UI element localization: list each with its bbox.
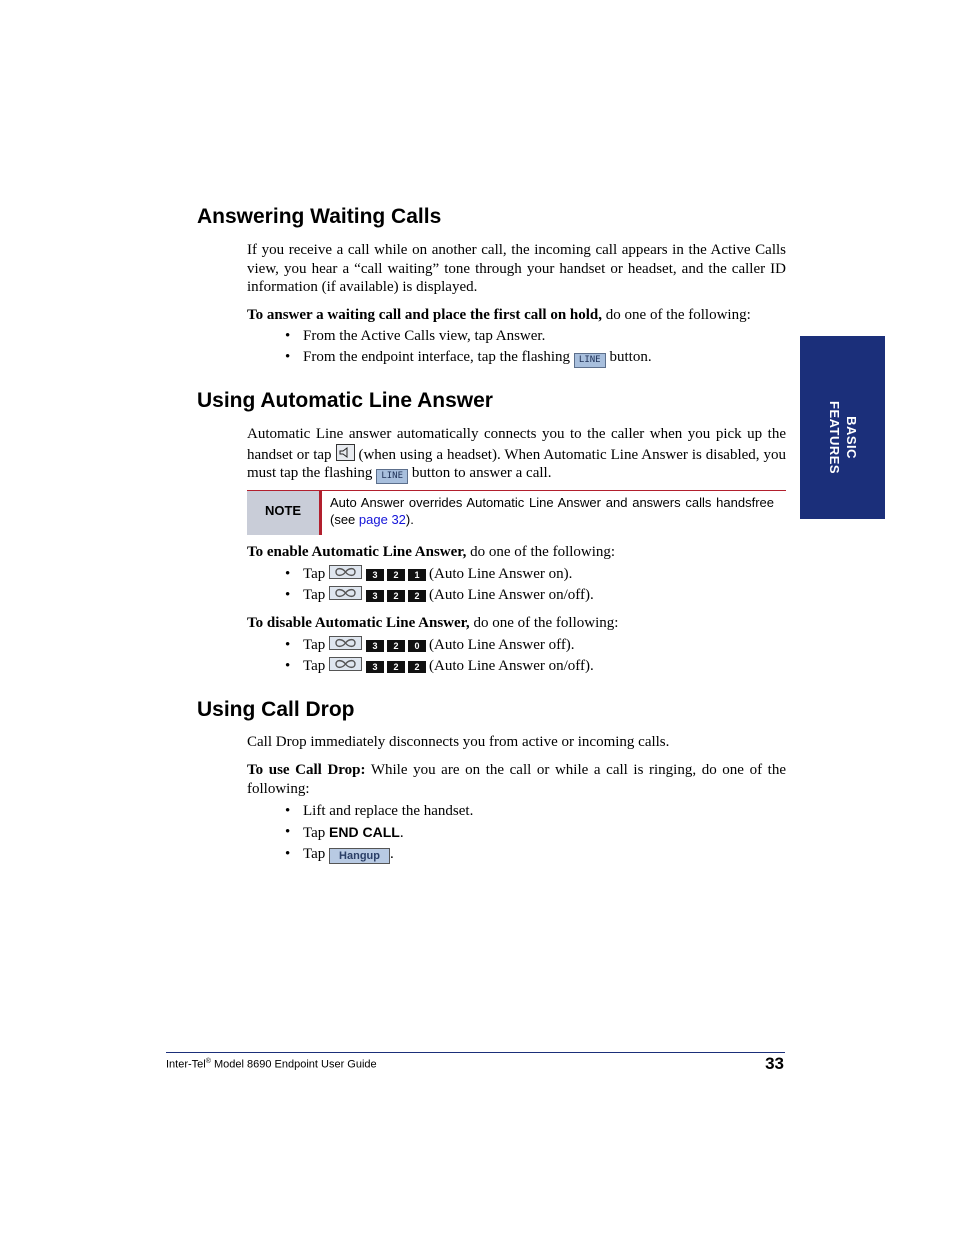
page-number: 33 [765,1054,784,1073]
feature-loop-icon [333,567,358,577]
key-2[interactable]: 2 [387,640,405,652]
bullet-dot: • [285,637,291,653]
drop-lead-rest: While you are on the call or while a call is ringing, do one of the following: [247,762,786,797]
heading-call-drop: Using Call Drop [197,698,355,721]
bullet-dot: • [285,349,291,365]
drop-lead [247,761,786,798]
tap-text: Tap [303,846,330,862]
tap-text: Tap [303,637,326,653]
footer-reg-mark: ® [205,1058,211,1065]
line-button[interactable]: LINE [376,469,408,484]
feature-button[interactable] [329,636,362,650]
disable-lead-bold: To disable Automatic Line Answer, [247,615,470,631]
feature-loop-icon [333,588,358,598]
key-3[interactable]: 3 [366,661,384,673]
bullet-dot: • [285,658,291,674]
feature-button[interactable] [329,586,362,600]
drop-intro: Call Drop immediately disconnects you from active or incoming calls. [247,734,670,750]
hangup-button[interactable]: Hangup [329,848,390,864]
drop-bullets [285,801,473,865]
list-item [285,801,473,822]
note-box [247,490,786,536]
waiting-lead-rest: do one of the following: [602,307,751,323]
note-text [330,494,774,528]
line-button[interactable]: LINE [574,353,606,368]
key-3[interactable]: 3 [366,640,384,652]
list-item [285,585,594,606]
feature-loop-icon [333,659,358,669]
bullet-dot: • [285,846,291,862]
auto-intro-text: button to answer a call. [408,465,552,481]
feature-button[interactable] [329,565,362,579]
key-2[interactable]: 2 [387,661,405,673]
key-3[interactable]: 3 [366,590,384,602]
list-item [285,635,594,656]
heading-automatic-line-answer: Using Automatic Line Answer [197,389,493,412]
bullet-text: From the endpoint interface, tap the flashing [303,349,574,365]
side-tab-label [826,401,860,474]
note-end: ). [405,512,414,527]
end-call-key[interactable]: END CALL [329,824,400,840]
feature-button[interactable] [329,657,362,671]
feature-loop-icon [333,638,358,648]
key-2[interactable]: 2 [408,661,426,673]
bullet-text: Lift and replace the handset. [303,803,474,819]
tap-text: Tap [303,825,330,841]
bullet-text: button. [605,349,652,365]
list-item [285,656,594,677]
auto-intro-text: Automatic Line answer automatically connects you to the caller when you pick up the handset or tap [247,426,786,463]
key-0[interactable]: 0 [408,640,426,652]
bullet-dot: • [285,566,291,582]
tap-text: Tap [303,658,326,674]
tap-text: Tap [303,566,326,582]
key-2[interactable]: 2 [408,590,426,602]
footer-title [166,1058,377,1071]
list-item [285,347,652,368]
side-tab-line2: FEATURES [827,401,842,475]
item-desc: (Auto Line Answer on/off). [429,658,594,674]
drop-lead-bold: To use Call Drop: [247,762,366,778]
key-2[interactable]: 2 [387,569,405,581]
bullet-dot: • [285,803,291,819]
list-item [285,844,473,865]
page-link[interactable]: page 32 [358,512,406,527]
bullet-dot: • [285,587,291,603]
bullet-end: . [399,825,404,841]
disable-lead [247,614,618,633]
footer-brand: Inter-Tel [166,1058,206,1071]
waiting-intro: If you receive a call while on another call, the incoming call appears in the Active Calls view, you hear a “call waiting” tone through your handset or headset, and the caller ID information (if available) is displayed. [247,242,786,295]
disable-lead-rest: do one of the following: [469,615,619,631]
bullet-end: . [390,846,394,862]
enable-lead-bold: To enable Automatic Line Answer, [247,544,467,560]
tap-text: Tap [303,587,326,603]
side-tab-line1: BASIC [844,416,859,460]
note-label: NOTE [247,491,322,535]
note-body: Auto Answer overrides Automatic Line Answer and answers calls handsfree (see [330,495,774,527]
auto-intro [247,425,786,484]
item-desc: (Auto Line Answer on/off). [429,587,594,603]
side-tab-basic-features[interactable] [800,336,885,519]
heading-answering-waiting-calls: Answering Waiting Calls [197,205,442,228]
bullet-text: From the Active Calls view, tap Answer. [303,328,546,344]
bullet-dot: • [285,824,291,840]
list-item [285,564,594,585]
list-item [285,326,652,347]
key-1[interactable]: 1 [408,569,426,581]
footer-guide: Model 8690 Endpoint User Guide [210,1058,377,1071]
disable-bullets [285,635,594,677]
auto-intro-text: (when using a headset). When Automatic Line Answer is disabled, you must tap the flashing [247,446,787,481]
speaker-icon [339,447,352,458]
item-desc: (Auto Line Answer on). [429,566,573,582]
footer-rule [166,1052,785,1053]
speaker-button[interactable] [336,444,355,461]
key-3[interactable]: 3 [366,569,384,581]
waiting-lead-bold: To answer a waiting call and place the first call on hold, [247,307,603,323]
enable-lead [247,543,615,562]
waiting-bullets [285,326,652,368]
key-2[interactable]: 2 [387,590,405,602]
enable-lead-rest: do one of the following: [466,544,616,560]
list-item [285,822,473,844]
item-desc: (Auto Line Answer off). [429,637,575,653]
waiting-lead [247,306,751,325]
bullet-dot: • [285,328,291,344]
enable-bullets [285,564,594,606]
